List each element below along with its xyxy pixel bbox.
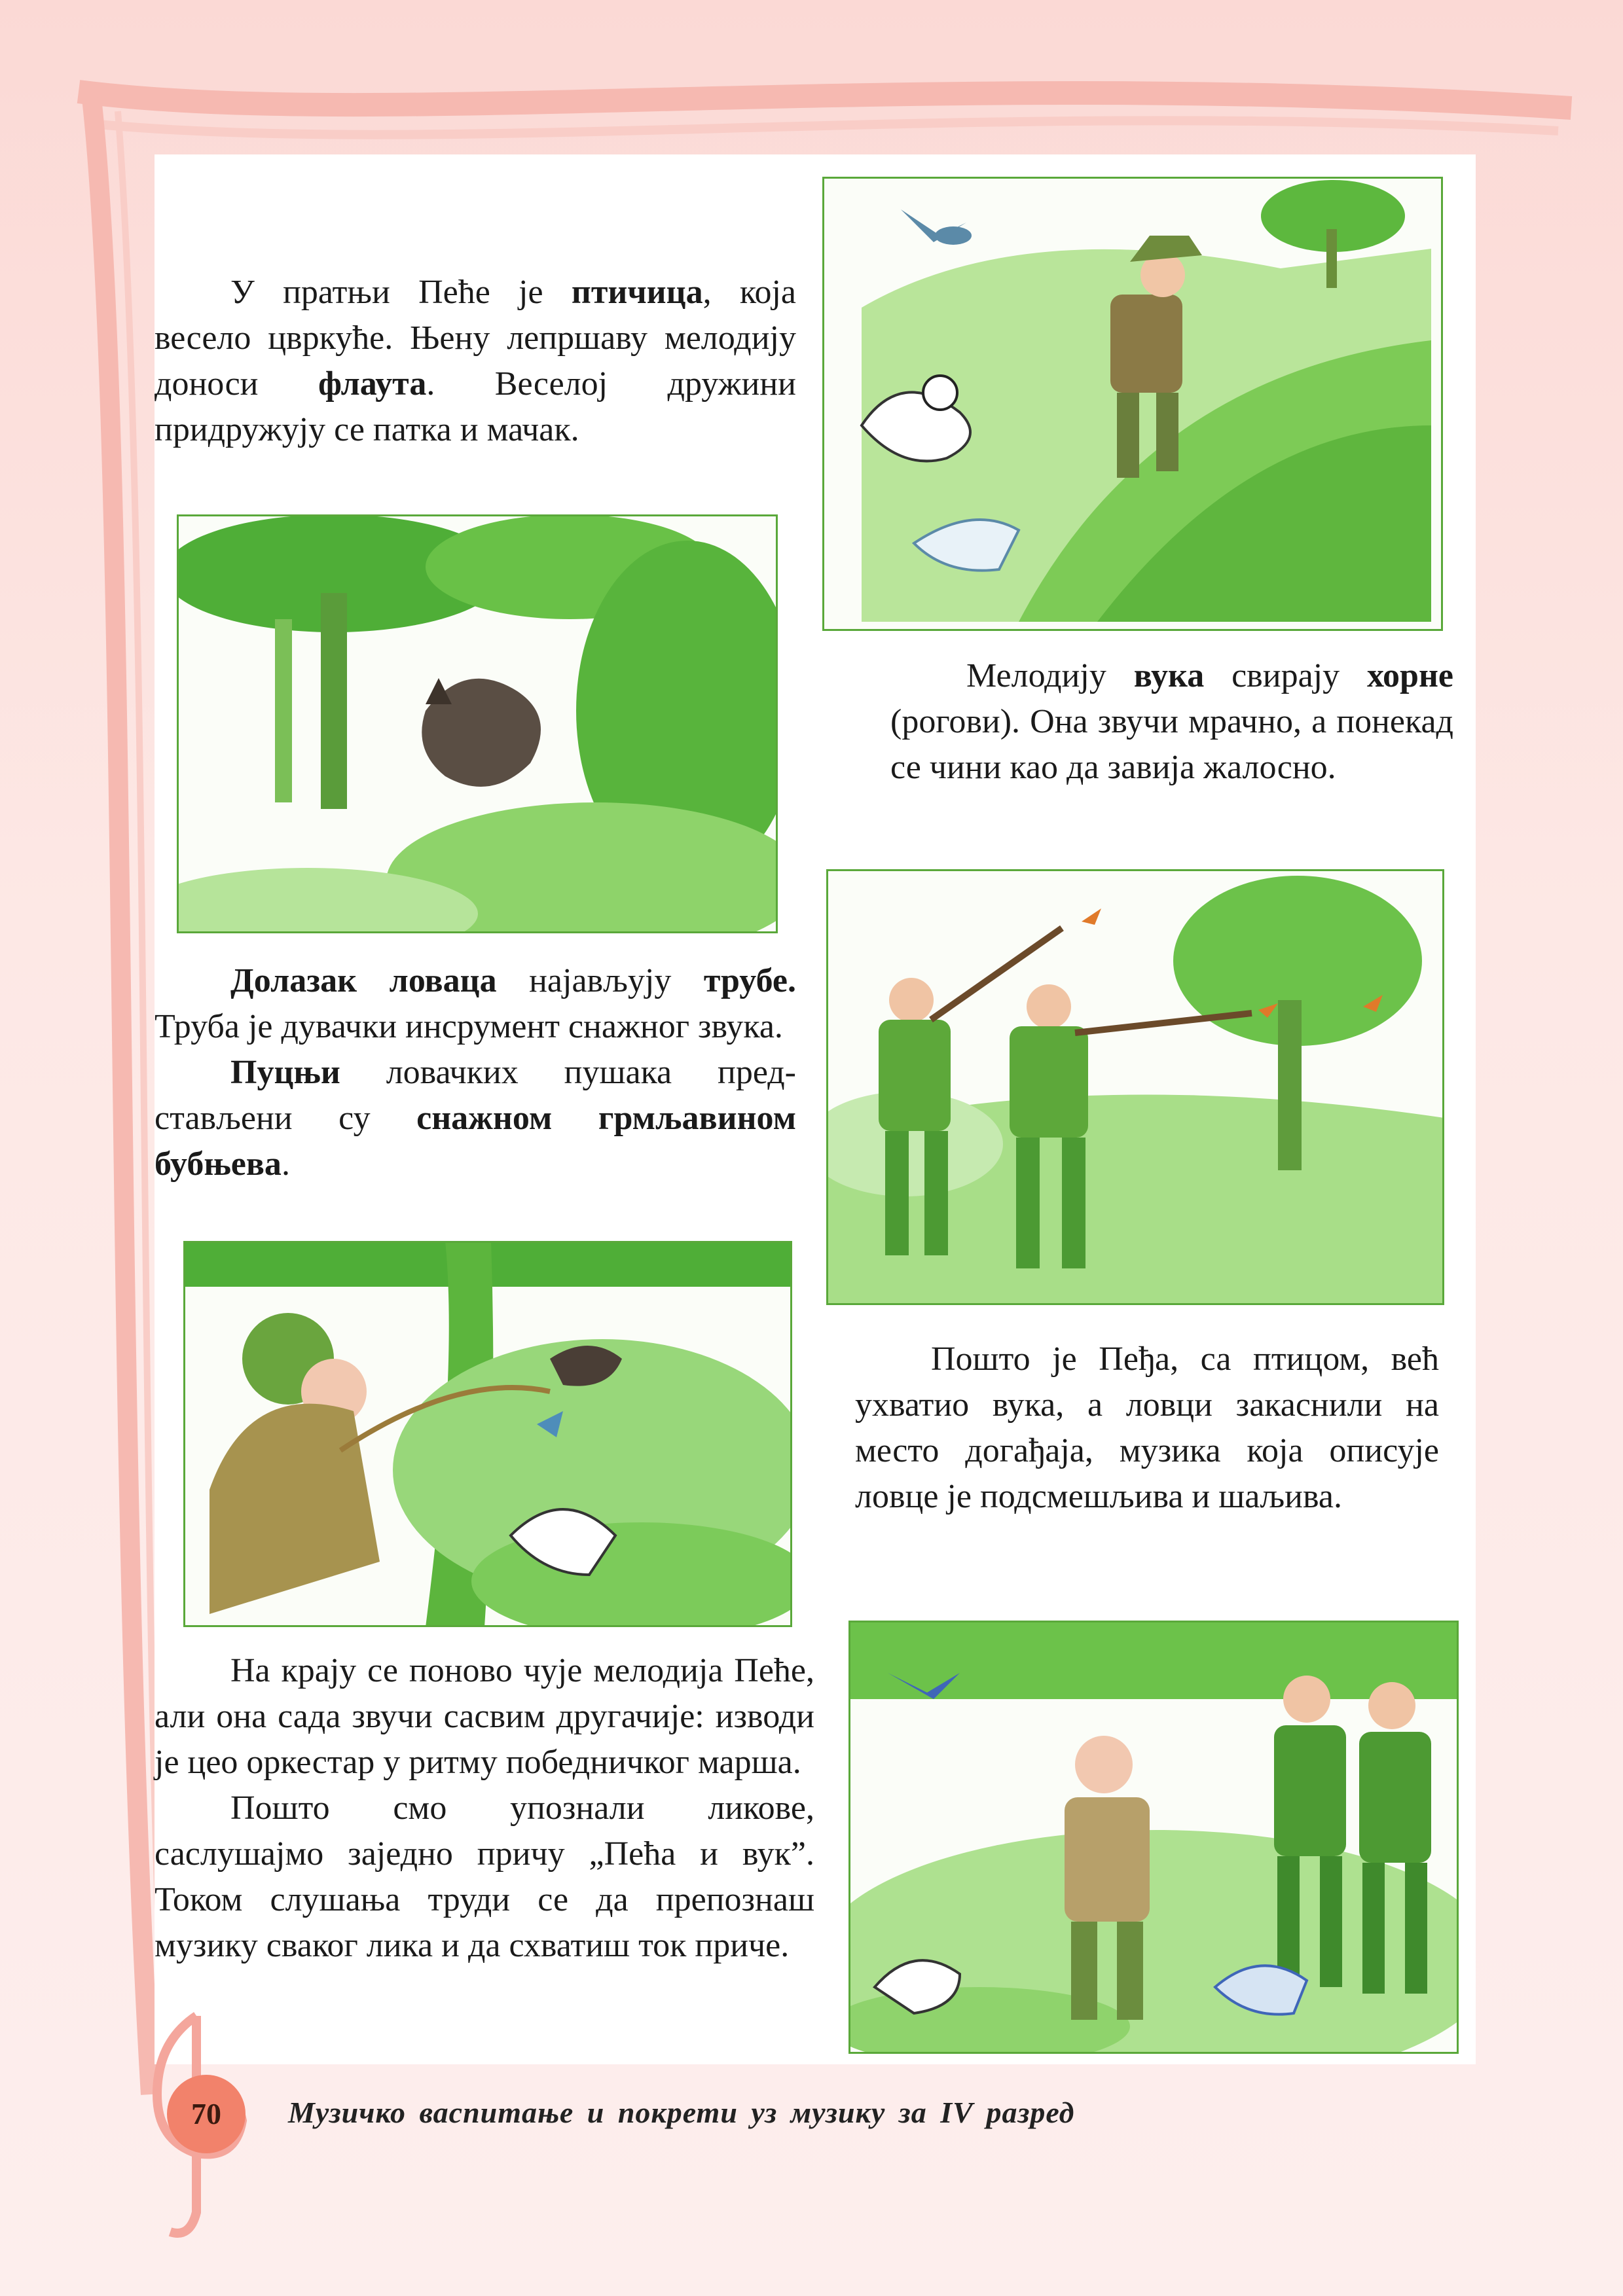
page-number: 70 — [191, 2097, 221, 2130]
text-block-hunters: Долазак ловаца најављују трубе. Труба је дувачки инсрумент снажног звука. Пуцњи ловачких пушака пред-стављени су снажном грмљавином бубњева. — [155, 962, 796, 1183]
text-block-ending: На крају се поново чује мелодија Пеће, али она сада звучи сасвим другачије: изводи је цео оркестар у ритму победничког марша. Пошто смо упознали ликове, саслушајмо заједно причу „Пећа и вук”. Током слушања труди се да препознаш музику сваког лика и да схватиш ток приче. — [155, 1652, 814, 1964]
text-block-caught-wolf: Пошто је Пеђа, са птицом, већ ухватио вука, а ловци закаснили на место догађаја, музика која описује ловце је подсмешљива и шаљива. — [855, 1340, 1439, 1515]
book-title-footer: Музичко васпитање и покрети уз музику за IV разред — [288, 2096, 1075, 2129]
text-block-birds: У пратњи Пеће је птичица, која весело цвркуће. Њену лепршаву мелодију доноси флаута. Веселој дружини придружују се патка и мачак. — [155, 274, 796, 448]
text-block-wolf: Мелодију вука свирају хорне (рогови). Она звучи мрачно, а понекад се чини као да завија жалосно. — [890, 657, 1453, 786]
